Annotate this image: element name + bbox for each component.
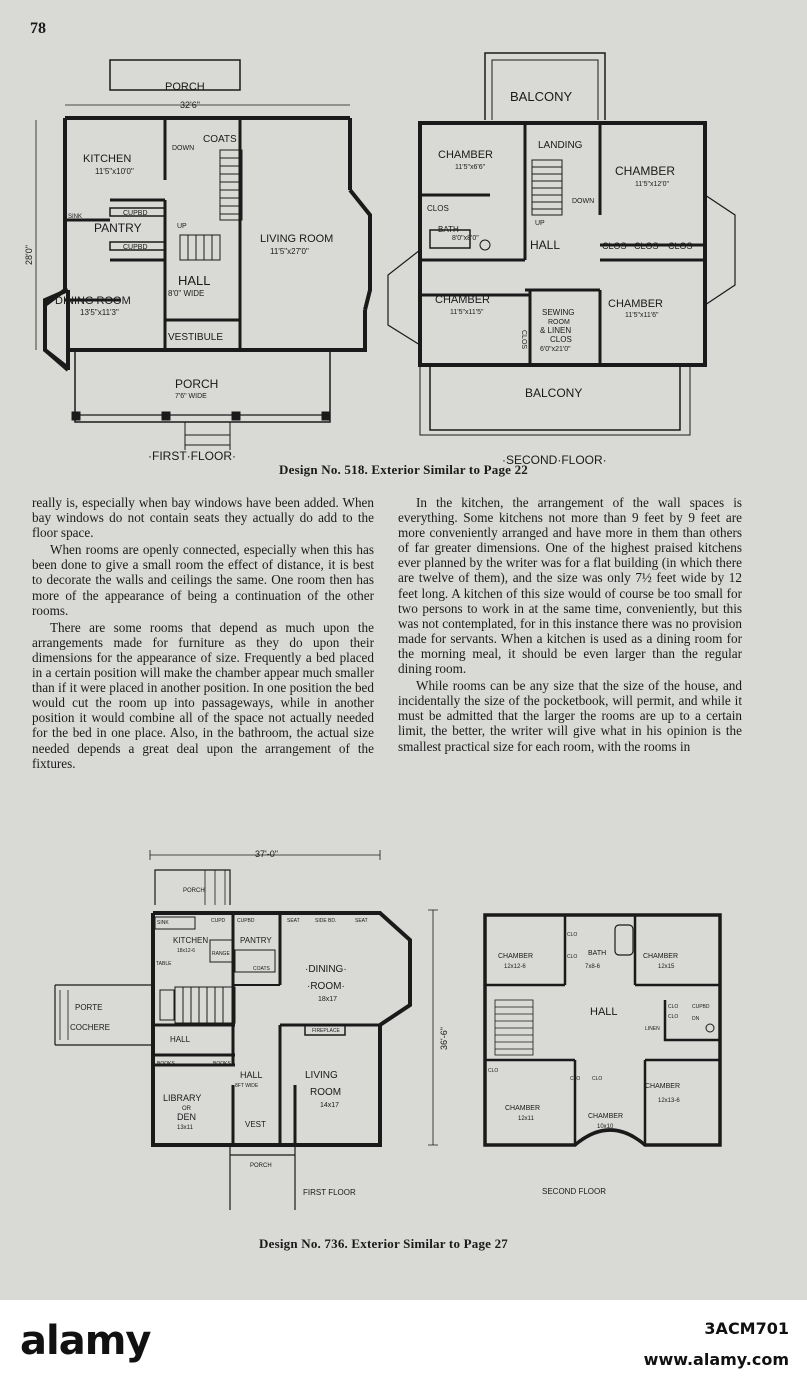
d518-ff-living-room: LIVING ROOM xyxy=(260,233,334,245)
d736-ff-library-1: LIBRARY xyxy=(163,1093,202,1103)
d736-sf-chamber-nw-size: 12x12-6 xyxy=(504,964,526,970)
d736-sf-chamber-ne: CHAMBER xyxy=(643,953,679,960)
d518-ff-kitchen-size: 11'5"x10'0" xyxy=(95,167,134,176)
watermark-url: www.alamy.com xyxy=(643,1350,789,1369)
page-number: 78 xyxy=(30,20,46,37)
d518-sf-sewing-3: & LINEN xyxy=(540,326,572,335)
d518-sf-hall: HALL xyxy=(530,238,561,252)
d736-ff-porch-front: PORCH xyxy=(250,1163,272,1169)
d736-ff-hall: HALL xyxy=(240,1070,263,1080)
d736-ff-kitchen: KITCHEN xyxy=(173,936,209,945)
d518-ff-dining-room: DINING ROOM xyxy=(55,295,131,307)
d518-sf-chamber-se-size: 11'5"x11'6" xyxy=(625,312,659,319)
d736-sf-chamber-s-size: 10x10 xyxy=(597,1124,614,1130)
d518-sf-bath-size: 8'0"x8'0" xyxy=(452,235,479,242)
d518-sf-chamber-sw-size: 11'5"x11'5" xyxy=(450,309,484,316)
d736-sf-chamber-se-size: 12x13-6 xyxy=(658,1098,680,1104)
d518-sf-down: DOWN xyxy=(572,198,595,205)
d736-ff-kitchen-size: 18x12-6 xyxy=(177,948,196,954)
d518-sf-sewing-size: 6'0"x21'0" xyxy=(540,346,571,353)
d736-sf-clo-4: CLO xyxy=(668,1014,679,1020)
d518-ff-dining-size: 13'5"x11'3" xyxy=(80,308,119,317)
d518-ff-hall-size: 8'0" WIDE xyxy=(168,289,205,298)
d518-ff-down: DOWN xyxy=(172,145,195,152)
d518-ff-title: ·FIRST·FLOOR· xyxy=(148,449,236,463)
d736-ff-books-1: BOOKS xyxy=(157,1061,175,1067)
d736-ff-table: TABLE xyxy=(156,961,172,967)
d736-sf-chamber-s: CHAMBER xyxy=(588,1113,624,1120)
d736-sf-bath-size: 7x8-6 xyxy=(585,964,601,970)
d736-ff-hall-left: HALL xyxy=(170,1035,191,1044)
right-column xyxy=(398,495,742,756)
d518-ff-cupbd-1: CUPBD xyxy=(123,210,148,217)
d518-ff-living-size: 11'5"x27'0" xyxy=(270,247,309,256)
d736-ff-library-3: DEN xyxy=(177,1112,197,1122)
d736-ff-sink: SINK xyxy=(157,920,169,926)
d518-sf-balcony-top: BALCONY xyxy=(510,89,573,104)
d518-ff-dim-width: 32'6" xyxy=(180,100,200,110)
d736-ff-hall-size: 8FT WIDE xyxy=(235,1083,259,1089)
d518-ff-dim-depth: 28'0" xyxy=(24,245,34,265)
d736-sf-clo-6: CLO xyxy=(570,1076,581,1082)
d736-sf-cupbd: CUPBD xyxy=(692,1004,710,1010)
d736-sf-chamber-se: CHAMBER xyxy=(645,1083,681,1090)
d736-sf-title: SECOND FLOOR xyxy=(542,1187,607,1196)
d736-sf-hall: HALL xyxy=(590,1006,618,1018)
d736-ff-books-2: BOOKS xyxy=(213,1061,231,1067)
d736-ff-dining-1: ·DINING· xyxy=(305,964,347,975)
d736-sf-chamber-sw-size: 12x11 xyxy=(518,1116,534,1122)
d736-ff-library-2: OR xyxy=(182,1106,191,1112)
d736-sf-chamber-sw: CHAMBER xyxy=(505,1105,541,1112)
d736-sf-clo-1: CLO xyxy=(567,932,578,938)
d518-sf-chamber-ne-size: 11'5"x12'0" xyxy=(635,181,669,188)
d518-sf-chamber-sw: CHAMBER xyxy=(435,294,491,306)
d518-sf-clos-3: CLOS xyxy=(668,241,693,251)
d518-ff-kitchen: KITCHEN xyxy=(83,153,132,165)
d736-sf-clo-5: CLO xyxy=(488,1068,499,1074)
right-paragraph-1: In the kitchen, the arrangement of the wall spaces is everything. Some kitchens not more than 9 feet by 9 feet are more conveniently arranged and have more in them than others of far greater dimensions. One of the highest praised kitchens ever planned by the writer was for a flat building (in which there are twelve of them), and the size was only 7½ feet wide by 12 feet long. A kitchen of this size would of course be too small for two persons to work in at the same time, conveniently, but this was not contemplated, for in this instance there was no provision made for servants. When a kitchen is used as a dining room for the morning meal, it should be even larger than the regular dining room. xyxy=(398,495,742,677)
image-id: 3ACM701 xyxy=(704,1319,789,1338)
d518-sf-chamber-ne: CHAMBER xyxy=(615,164,676,178)
design-736-second-floor-plan xyxy=(470,900,740,1200)
d518-sf-sewing-4: CLOS xyxy=(550,335,572,344)
d518-sf-clos-side: CLOS xyxy=(520,330,527,350)
d518-sf-clos-2: CLOS xyxy=(634,241,659,251)
d736-sf-dn: DN xyxy=(692,1016,700,1022)
d518-ff-coats: COATS xyxy=(203,134,237,145)
d736-ff-cupd: CUPD xyxy=(211,918,226,924)
alamy-logo: alamy xyxy=(20,1318,151,1364)
d736-sf-clo-2: CLO xyxy=(567,954,578,960)
d736-ff-dim-depth: 36'-6" xyxy=(439,1027,449,1050)
d518-ff-porch-rear: PORCH xyxy=(165,81,205,93)
d736-ff-porte-1: PORTE xyxy=(75,1003,103,1012)
right-paragraph-2: While rooms can be any size that the size of the house, and incidentally the size of the pocketbook, will permit, and while it must be admitted that the larger the rooms are up to a certain limit, the better, the writer will give what in his opinion is the smallest practical size for each room, with the rooms in xyxy=(398,678,742,754)
d736-ff-library-size: 13x11 xyxy=(177,1125,193,1131)
d518-ff-porch-front-size: 7'6" WIDE xyxy=(175,393,207,400)
left-paragraph-1: really is, especially when bay windows have been added. When bay windows do not contain seats they actually do add to the floor space. xyxy=(32,495,374,541)
design-736-first-floor-plan xyxy=(35,845,455,1215)
d518-ff-hall: HALL xyxy=(178,273,211,288)
d518-sf-sewing-1: SEWING xyxy=(542,308,575,317)
d518-sf-clos-1: CLOS xyxy=(602,241,627,251)
d736-ff-dim-width: 37'-0" xyxy=(255,849,278,859)
d736-ff-living-1: LIVING xyxy=(305,1070,338,1081)
d518-sf-chamber-se: CHAMBER xyxy=(608,298,664,310)
d518-ff-pantry: PANTRY xyxy=(94,221,142,235)
design-736-caption: Design No. 736. Exterior Similar to Page 27 xyxy=(259,1236,508,1251)
d736-ff-living-size: 14x17 xyxy=(320,1102,340,1109)
d736-sf-bath: BATH xyxy=(588,950,607,957)
d736-sf-clo-3: CLO xyxy=(668,1004,679,1010)
d736-sf-chamber-nw: CHAMBER xyxy=(498,953,534,960)
d736-ff-coats: COATS xyxy=(253,966,270,972)
d518-sf-bath: BATH xyxy=(438,225,459,234)
d518-ff-cupbd-2: CUPBD xyxy=(123,244,148,251)
d736-ff-dining-2: ·ROOM· xyxy=(307,981,345,992)
d518-ff-vestibule: VESTIBULE xyxy=(168,332,224,343)
d736-ff-pantry: PANTRY xyxy=(240,936,272,945)
d518-ff-up: UP xyxy=(177,223,187,230)
d736-sf-clo-7: CLO xyxy=(592,1076,603,1082)
d518-sf-up: UP xyxy=(535,220,545,227)
design-518-second-floor-plan xyxy=(380,45,750,470)
d518-sf-title: ·SECOND·FLOOR· xyxy=(502,453,607,467)
d736-sf-linen: LINEN xyxy=(645,1026,660,1032)
d518-sf-chamber-nw-size: 11'5"x6'6" xyxy=(455,164,486,171)
d518-sf-balcony-bottom: BALCONY xyxy=(525,386,583,400)
left-paragraph-2: When rooms are openly connected, especially when this has been done to give a small room the effect of distance, it is best to decorate the walls and ceilings the same. One room then has more of the appearance of being a continuation of the other rooms. xyxy=(32,542,374,618)
design-518-first-floor-plan xyxy=(20,50,380,470)
d518-sf-chamber-nw: CHAMBER xyxy=(438,149,494,161)
d736-ff-cupbd: CUPBD xyxy=(237,918,255,924)
design-518-caption: Design No. 518. Exterior Similar to Page 22 xyxy=(279,462,528,477)
d736-ff-range: RANGE xyxy=(212,951,230,957)
d736-ff-porch-rear: PORCH xyxy=(183,888,205,894)
d736-ff-vest: VEST xyxy=(245,1120,266,1129)
d736-ff-seat-2: SEAT xyxy=(355,918,368,924)
d736-ff-title: FIRST FLOOR xyxy=(303,1188,356,1197)
left-paragraph-3: There are some rooms that depend as much upon the arrangements made for furniture as they do upon their dimensions for the appearance of size. Frequently a bed placed in a certain position will make the chamber appear much smaller than if it were placed in another position. In one position the bed would cut the room up into passageways, while in another position it would combine all of the space not actually needed for the bed in one place. Also, in the bathroom, the actual size needed depends a great deal upon the arrangement of the fixtures. xyxy=(32,619,374,771)
d518-ff-porch-front: PORCH xyxy=(175,377,219,391)
d736-sf-chamber-ne-size: 12x15 xyxy=(658,964,675,970)
d736-ff-fireplace: FIREPLACE xyxy=(312,1028,340,1034)
left-column xyxy=(32,495,374,773)
d736-ff-sideboard: SIDE BD. xyxy=(315,918,337,924)
d736-ff-porte-2: COCHERE xyxy=(70,1023,111,1032)
d736-ff-dining-size: 18x17 xyxy=(318,996,338,1003)
d736-ff-seat-1: SEAT xyxy=(287,918,300,924)
d518-sf-clos: CLOS xyxy=(427,204,449,213)
d736-ff-living-2: ROOM xyxy=(310,1087,342,1098)
d518-ff-sink: SINK xyxy=(68,214,83,220)
d518-sf-landing: LANDING xyxy=(538,140,583,151)
d518-sf-sewing-2: ROOM xyxy=(548,319,570,326)
